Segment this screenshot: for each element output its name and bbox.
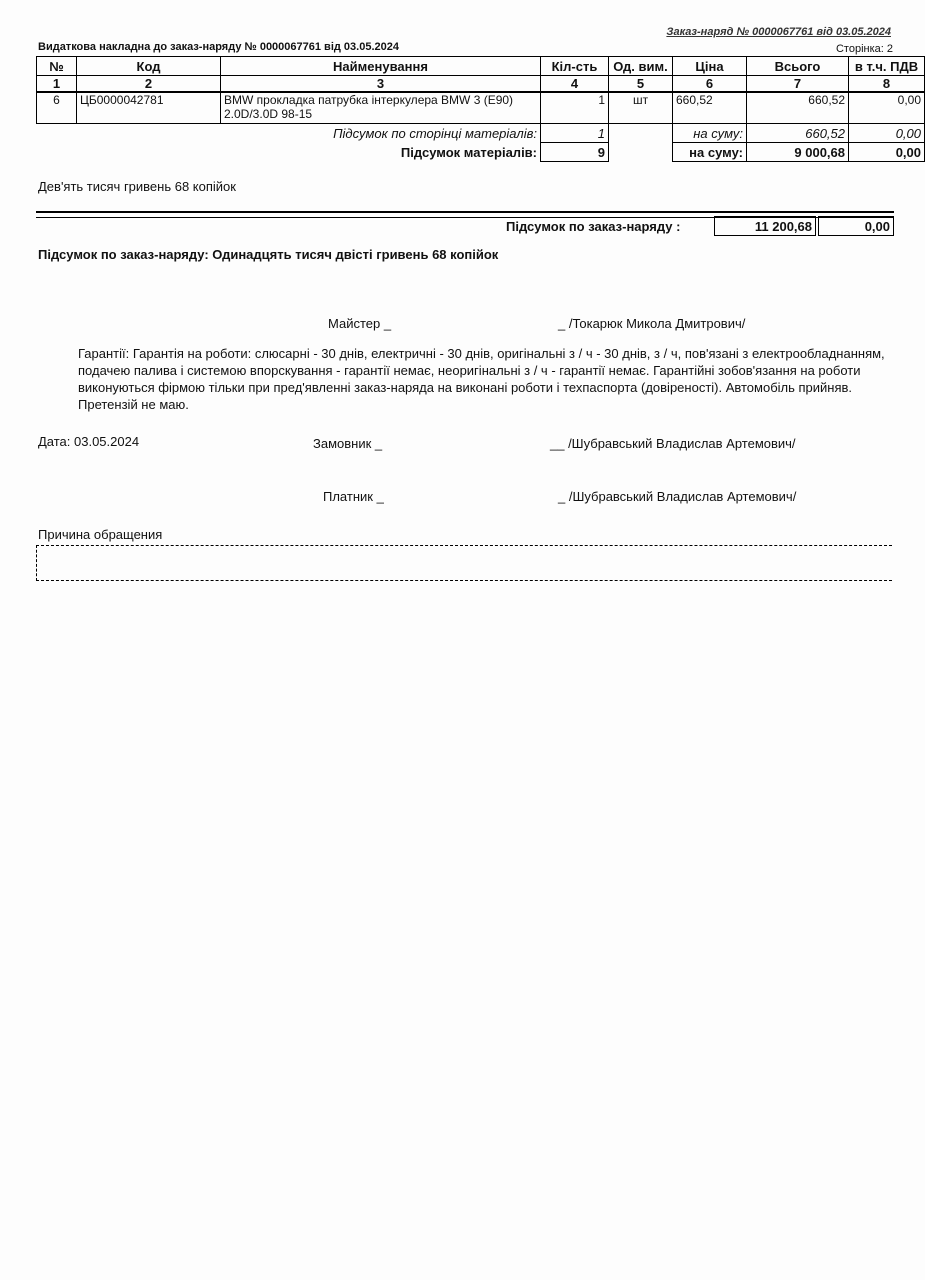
col-header-name: Найменування xyxy=(221,57,541,76)
col-header-code: Код xyxy=(77,57,221,76)
order-total-label: Підсумок по заказ-наряду : xyxy=(506,219,681,234)
guarantee-text: Гарантії: Гарантія на роботи: слюсарні - 30 днів, електричні - 30 днів, оригінальні з / ч - 30 днів, з / ч, пов'язані з електрообладнанням, подачею палива і системою впорскування - гарантії немає, неоригінальні з / ч - гарантії немає. Гарантійні зобов'язання на роботи виконуються фірмою тільки при пред'явленні заказ-наряда на виконані роботи і техпаспорта (довіреності). Автомобіль прийняв. Претензій не маю. xyxy=(78,346,885,412)
col-header-total: Всього xyxy=(747,57,849,76)
customer-label: Замовник _ xyxy=(313,436,383,451)
page-subtotal-qty: 1 xyxy=(541,124,609,143)
column-number-row xyxy=(37,76,925,93)
col-number: 1 xyxy=(37,76,77,93)
col-number: 8 xyxy=(849,76,925,93)
col-number: 3 xyxy=(221,76,541,93)
order-reference: Заказ-наряд № 0000067761 від 03.05.2024 xyxy=(666,26,891,38)
col-number: 6 xyxy=(673,76,747,93)
col-number: 2 xyxy=(77,76,221,93)
col-header-vat: в т.ч. ПДВ xyxy=(849,57,925,76)
materials-total-in-words: Дев'ять тисяч гривень 68 копійок xyxy=(38,179,236,194)
col-number: 5 xyxy=(609,76,673,93)
master-label: Майстер _ xyxy=(328,316,392,331)
payer-label: Платник _ xyxy=(323,489,384,504)
row-num: 6 xyxy=(37,92,77,124)
materials-total-total: 9 000,68 xyxy=(747,143,849,162)
reason-label: Причина обращения xyxy=(38,527,163,542)
materials-total-label: Підсумок матеріалів: xyxy=(400,144,537,160)
materials-total-vat: 0,00 xyxy=(849,143,925,162)
order-total-vat: 0,00 xyxy=(818,216,894,236)
page-subtotal-vat: 0,00 xyxy=(849,124,925,143)
order-total-in-words: Підсумок по заказ-наряду: Одинадцять тисяч двісті гривень 68 копійок xyxy=(38,247,499,262)
table-row xyxy=(37,92,925,124)
payer-name: _ /Шубравський Владислав Артемович/ xyxy=(558,489,797,504)
page-number: Сторінка: 2 xyxy=(835,43,893,55)
page-subtotal-total: 660,52 xyxy=(747,124,849,143)
col-number: 7 xyxy=(747,76,849,93)
row-name: BMW прокладка патрубка інтеркулера BMW 3 (E90) 2.0D/3.0D 98-15 xyxy=(221,92,541,124)
table-header-row xyxy=(37,57,925,76)
row-price: 660,52 xyxy=(673,92,747,124)
row-unit: шт xyxy=(609,92,673,124)
items-table xyxy=(36,56,925,162)
materials-total-row xyxy=(37,143,925,162)
col-number: 4 xyxy=(541,76,609,93)
page-subtotal-row xyxy=(37,124,925,143)
page-subtotal-label: Підсумок по сторінці матеріалів: xyxy=(333,125,537,141)
reason-field xyxy=(36,545,892,581)
customer-name: __ /Шубравський Владислав Артемович/ xyxy=(550,436,796,451)
col-header-price: Ціна xyxy=(673,57,747,76)
col-header-unit: Од. вим. xyxy=(609,57,673,76)
page-subtotal-sum-label: на суму: xyxy=(673,124,747,143)
invoice-title: Видаткова накладна до заказ-наряду № 0000067761 від 03.05.2024 xyxy=(38,41,399,53)
master-name: _ /Токарюк Микола Дмитрович/ xyxy=(558,316,746,331)
materials-total-qty: 9 xyxy=(541,143,609,162)
materials-total-sum-label: на суму: xyxy=(673,143,747,162)
date: Дата: 03.05.2024 xyxy=(38,434,140,449)
empty-cell xyxy=(609,124,673,143)
order-total-value: 11 200,68 xyxy=(714,216,816,236)
row-vat: 0,00 xyxy=(849,92,925,124)
col-header-qty: Кіл-сть xyxy=(541,57,609,76)
row-qty: 1 xyxy=(541,92,609,124)
row-total: 660,52 xyxy=(747,92,849,124)
col-header-num: № xyxy=(37,57,77,76)
row-code: ЦБ0000042781 xyxy=(77,92,221,124)
empty-cell xyxy=(609,143,673,162)
